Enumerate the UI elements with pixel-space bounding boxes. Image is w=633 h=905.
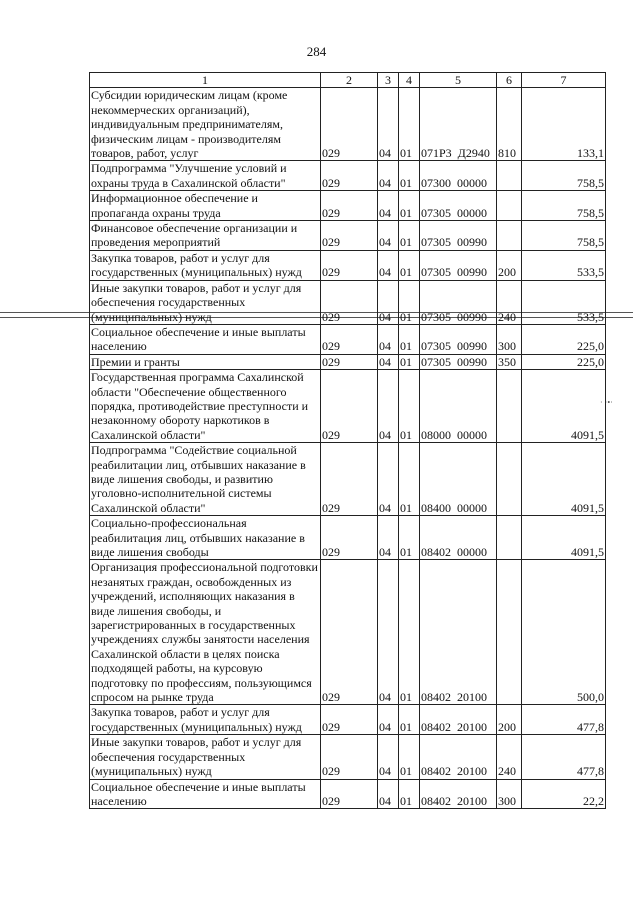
row-amount: 758,5 xyxy=(522,161,606,191)
row-code-cell: 200 xyxy=(497,705,522,735)
row-code-cell: 029 xyxy=(321,250,378,280)
scan-speck: · ·•· xyxy=(600,398,613,407)
row-amount: 225,0 xyxy=(522,354,606,369)
row-code-cell: 04 xyxy=(378,560,399,705)
table-row xyxy=(90,705,606,735)
row-code-cell: 07305 00990 xyxy=(420,280,497,324)
row-amount: 4091,5 xyxy=(522,370,606,443)
row-code-cell: 01 xyxy=(399,191,420,221)
row-code-cell xyxy=(497,560,522,705)
row-code-cell: 810 xyxy=(497,88,522,161)
row-code-cell: 04 xyxy=(378,250,399,280)
row-description: Информационное обеспечение и пропаганда охраны труда xyxy=(90,191,321,221)
header-cell: 4 xyxy=(399,73,420,88)
row-code-cell: 029 xyxy=(321,443,378,516)
row-code-cell: 07305 00990 xyxy=(420,354,497,369)
table-row xyxy=(90,779,606,809)
table-row xyxy=(90,443,606,516)
row-amount: 4091,5 xyxy=(522,516,606,560)
row-amount: 533,5 xyxy=(522,280,606,324)
row-code-cell xyxy=(497,370,522,443)
row-description: Иные закупки товаров, работ и услуг для обеспечения государственных (муниципальных) нужд xyxy=(90,280,321,324)
row-code-cell: 04 xyxy=(378,354,399,369)
row-code-cell: 08402 00000 xyxy=(420,516,497,560)
row-code-cell: 08400 00000 xyxy=(420,443,497,516)
row-code-cell: 08402 20100 xyxy=(420,560,497,705)
row-code-cell: 029 xyxy=(321,280,378,324)
table-row xyxy=(90,191,606,221)
row-code-cell: 01 xyxy=(399,161,420,191)
row-code-cell: 04 xyxy=(378,88,399,161)
row-description: Премии и гранты xyxy=(90,354,321,369)
row-code-cell: 01 xyxy=(399,221,420,251)
header-cell: 3 xyxy=(378,73,399,88)
table-row xyxy=(90,370,606,443)
row-code-cell: 07305 00990 xyxy=(420,250,497,280)
row-code-cell: 04 xyxy=(378,779,399,809)
row-amount: 4091,5 xyxy=(522,443,606,516)
table-row xyxy=(90,161,606,191)
row-code-cell: 01 xyxy=(399,705,420,735)
row-code-cell: 01 xyxy=(399,779,420,809)
row-code-cell: 029 xyxy=(321,161,378,191)
row-code-cell: 029 xyxy=(321,516,378,560)
table-row xyxy=(90,735,606,779)
row-code-cell: 07305 00990 xyxy=(420,221,497,251)
row-code-cell: 07305 00000 xyxy=(420,191,497,221)
row-code-cell: 01 xyxy=(399,735,420,779)
row-description: Социально-профессиональная реабилитация лиц, отбывших наказание в виде лишения свободы xyxy=(90,516,321,560)
table-row xyxy=(90,354,606,369)
row-description: Закупка товаров, работ и услуг для государственных (муниципальных) нужд xyxy=(90,250,321,280)
row-code-cell: 01 xyxy=(399,560,420,705)
row-code-cell xyxy=(497,161,522,191)
row-code-cell: 01 xyxy=(399,250,420,280)
row-code-cell: 029 xyxy=(321,735,378,779)
row-code-cell: 01 xyxy=(399,280,420,324)
row-code-cell: 029 xyxy=(321,88,378,161)
table-row xyxy=(90,324,606,354)
row-amount: 225,0 xyxy=(522,324,606,354)
row-code-cell: 01 xyxy=(399,88,420,161)
row-amount: 758,5 xyxy=(522,221,606,251)
row-code-cell: 04 xyxy=(378,324,399,354)
row-description: Социальное обеспечение и иные выплаты населению xyxy=(90,324,321,354)
row-code-cell: 029 xyxy=(321,370,378,443)
header-cell: 1 xyxy=(90,73,321,88)
row-code-cell: 04 xyxy=(378,735,399,779)
row-code-cell: 08402 20100 xyxy=(420,705,497,735)
row-code-cell: 08402 20100 xyxy=(420,779,497,809)
row-code-cell: 01 xyxy=(399,324,420,354)
table-row xyxy=(90,250,606,280)
table-row xyxy=(90,280,606,324)
row-code-cell: 07305 00990 xyxy=(420,324,497,354)
row-code-cell: 300 xyxy=(497,779,522,809)
row-amount: 477,8 xyxy=(522,735,606,779)
row-code-cell xyxy=(497,516,522,560)
row-code-cell: 04 xyxy=(378,370,399,443)
row-code-cell xyxy=(497,443,522,516)
row-code-cell: 071Р3 Д2940 xyxy=(420,88,497,161)
row-code-cell: 01 xyxy=(399,516,420,560)
row-description: Государственная программа Сахалинской области "Обеспечение общественного порядка, противодействие преступности и незаконному обороту наркотиков в Сахалинской области" xyxy=(90,370,321,443)
row-code-cell: 029 xyxy=(321,560,378,705)
row-code-cell xyxy=(497,221,522,251)
row-code-cell: 04 xyxy=(378,516,399,560)
row-code-cell: 01 xyxy=(399,354,420,369)
page-number: 284 xyxy=(306,44,327,59)
row-description: Закупка товаров, работ и услуг для государственных (муниципальных) нужд xyxy=(90,705,321,735)
table-header-row xyxy=(90,73,606,88)
row-code-cell: 04 xyxy=(378,705,399,735)
row-code-cell: 029 xyxy=(321,779,378,809)
row-code-cell: 029 xyxy=(321,705,378,735)
table-row xyxy=(90,516,606,560)
row-amount: 477,8 xyxy=(522,705,606,735)
row-code-cell: 200 xyxy=(497,250,522,280)
row-code-cell: 029 xyxy=(321,191,378,221)
row-amount: 22,2 xyxy=(522,779,606,809)
row-description: Организация профессиональной подготовки незанятых граждан, освобожденных из учреждений, исполняющих наказания в виде лишения свободы, и зарегистрированных в государственных учреждениях службы занятости населения Сахалинской области в целях поиска подходящей работы, на курсовую подготовку по профессиям, пользующимся спросом на рынке труда xyxy=(90,560,321,705)
row-code-cell: 300 xyxy=(497,324,522,354)
row-code-cell: 04 xyxy=(378,221,399,251)
row-code-cell xyxy=(497,191,522,221)
row-code-cell: 029 xyxy=(321,354,378,369)
row-code-cell: 240 xyxy=(497,280,522,324)
row-code-cell: 240 xyxy=(497,735,522,779)
row-description: Подпрограмма "Улучшение условий и охраны труда в Сахалинской области" xyxy=(90,161,321,191)
row-code-cell: 029 xyxy=(321,324,378,354)
budget-table xyxy=(89,72,606,809)
row-code-cell: 07300 00000 xyxy=(420,161,497,191)
row-description: Финансовое обеспечение организации и проведения мероприятий xyxy=(90,221,321,251)
row-amount: 758,5 xyxy=(522,191,606,221)
row-code-cell: 01 xyxy=(399,443,420,516)
row-code-cell: 04 xyxy=(378,161,399,191)
row-code-cell: 350 xyxy=(497,354,522,369)
row-amount: 533,5 xyxy=(522,250,606,280)
row-code-cell: 029 xyxy=(321,221,378,251)
row-description: Подпрограмма "Содействие социальной реабилитации лиц, отбывших наказание в виде лишения свободы, и развитию уголовно-исполнительной системы Сахалинской области" xyxy=(90,443,321,516)
row-code-cell: 08402 20100 xyxy=(420,735,497,779)
row-description: Субсидии юридическим лицам (кроме некоммерческих организаций), индивидуальным предпринимателям, физическим лицам - производителям товаров, работ, услуг xyxy=(90,88,321,161)
header-cell: 5 xyxy=(420,73,497,88)
row-amount: 500,0 xyxy=(522,560,606,705)
row-code-cell: 04 xyxy=(378,443,399,516)
table-row xyxy=(90,88,606,161)
row-code-cell: 04 xyxy=(378,191,399,221)
row-code-cell: 04 xyxy=(378,280,399,324)
row-description: Социальное обеспечение и иные выплаты населению xyxy=(90,779,321,809)
header-cell: 7 xyxy=(522,73,606,88)
row-amount: 133,1 xyxy=(522,88,606,161)
row-code-cell: 01 xyxy=(399,370,420,443)
header-cell: 2 xyxy=(321,73,378,88)
row-code-cell: 08000 00000 xyxy=(420,370,497,443)
row-description: Иные закупки товаров, работ и услуг для обеспечения государственных (муниципальных) нужд xyxy=(90,735,321,779)
table-row xyxy=(90,221,606,251)
header-cell: 6 xyxy=(497,73,522,88)
table-row xyxy=(90,560,606,705)
